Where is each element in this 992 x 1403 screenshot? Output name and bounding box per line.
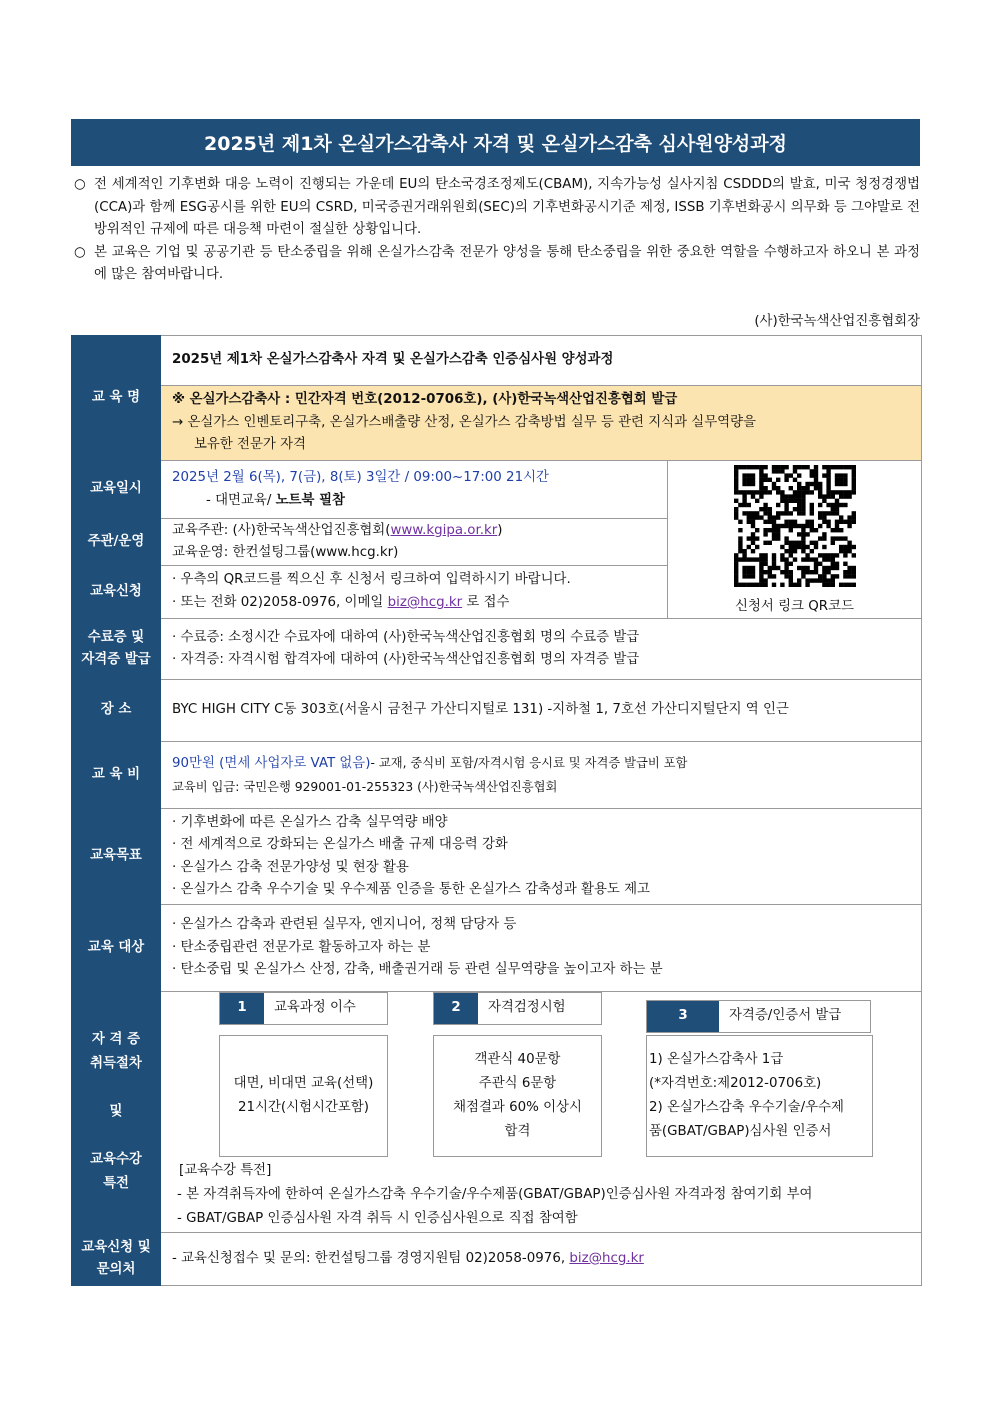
contact-email-link[interactable]: biz@hcg.kr xyxy=(569,1250,644,1266)
date-line-2: - 대면교육/ 노트북 필참 xyxy=(206,492,345,508)
signature: (사)한국녹색산업진흥협회장 xyxy=(754,314,920,329)
benefit-section xyxy=(161,1155,921,1231)
host-line-2: 교육운영: 한컨설팅그룹(www.hcg.kr) xyxy=(172,545,399,561)
note-line-1: ※ 온실가스감축사 : 민간자격 번호(2012-0706호), (사)한국녹색산업진흥협회 발급 xyxy=(172,392,678,408)
date-line-1: 2025년 2월 6(목), 7(금), 8(토) 3일간 / 09:00~17:00 21시간 xyxy=(172,470,549,486)
fee-line-2: 교육비 입금: 국민은행 929001-01-255323 (사)한국녹색산업진흥협회 xyxy=(172,779,558,794)
apply-line-1: · 우측의 QR코드를 찍으신 후 신청서 링크하여 입력하시기 바랍니다. xyxy=(172,572,571,588)
course-name-label: 교 육 명 xyxy=(72,336,161,461)
benefit-1: - 본 자격취득자에 한하여 온실가스감축 우수기술/우수제품(GBAT/GBAP)인증심사원 자격과정 참여기회 부여 xyxy=(177,1187,813,1202)
goal-item: · 전 세계적으로 강화되는 온실가스 배출 규제 대응력 강화 xyxy=(172,837,508,852)
host-line-1: 교육주관: (사)한국녹색산업진흥협회(www.kgipa.or.kr) xyxy=(172,522,503,538)
fee-value xyxy=(161,742,922,809)
process-steps xyxy=(161,992,921,1155)
intro-paragraph-1 xyxy=(74,174,920,242)
apply-line-2: · 또는 전화 02)2058-0976, 이메일 biz@hcg.kr 로 접수 xyxy=(172,594,510,610)
info-table xyxy=(71,335,922,1286)
intro-text-1: 전 세계적인 기후변화 대응 노력이 진행되는 가운데 EU의 탄소국경조정제도(CBAM), 지속가능성 실사지침 CSDDD의 발효, 미국 청정경쟁법(CCA)과 함께 ESG공시를 위한 EU의 CSRD, 미국증권거래위원회(SEC)의 기후변화공시기준 제정, ISSB 기후변화공시 의무화 등 그야말로 전 방위적인 규제에 따른 대응책 마련이 절실한 상황입니다. xyxy=(94,177,920,237)
goal-item: · 온실가스 감축 전문가양성 및 현장 활용 xyxy=(172,859,409,875)
step-1-desc: 대면, 비대면 교육(선택) 21시간(시험시간포함) xyxy=(219,1035,388,1157)
target-item: · 온실가스 감축과 관련된 실무자, 엔지니어, 정책 담당자 등 xyxy=(172,917,517,933)
contact-label: 교육신청 및 문의처 xyxy=(72,1233,161,1286)
goal-label: 교육목표 xyxy=(72,809,161,905)
page-title: 2025년 제1차 온실가스감축사 자격 및 온실가스감축 심사원양성과정 xyxy=(71,119,920,166)
step-2-header: 2 자격검정시험 xyxy=(433,992,602,1025)
step-3-header: 3 자격증/인증서 발급 xyxy=(646,1000,871,1033)
process-value xyxy=(161,992,922,1233)
cert-line-1: · 수료증: 소정시간 수료자에 대하여 (사)한국녹색산업진흥협회 명의 수료증 발급 xyxy=(172,629,640,645)
kgipa-link[interactable]: www.kgipa.or.kr xyxy=(390,522,498,538)
note-line-3: 보유한 전문가 자격 xyxy=(194,437,306,453)
target-item: · 탄소중립 및 온실가스 산정, 감축, 배출권거래 등 관련 실무역량을 높이고자 하는 분 xyxy=(172,962,663,978)
target-label: 교육 대상 xyxy=(72,905,161,992)
step-3-desc: 1) 온실가스감축사 1급 (*자격번호:제2012-0706호) 2) 온실가스감축 우수기술/우수제 품(GBAT/GBAP)심사원 인증서 xyxy=(646,1035,873,1157)
target-value xyxy=(161,905,922,992)
bullet-icon: ○ xyxy=(74,177,86,192)
goal-item: · 온실가스 감축 우수기술 및 우수제품 인증을 통한 온실가스 감축성과 활용도 제고 xyxy=(172,882,650,897)
cert-value xyxy=(161,619,922,680)
date-label: 교육일시 xyxy=(72,461,161,519)
target-item: · 탄소중립관련 전문가로 활동하고자 하는 분 xyxy=(172,939,431,955)
goal-item: · 기후변화에 따른 온실가스 감축 실무역량 배양 xyxy=(172,814,448,830)
cert-label: 수료증 및 자격증 발급 xyxy=(72,619,161,680)
course-name-value: 2025년 제1차 온실가스감축사 자격 및 온실가스감축 인증심사원 양성과정 xyxy=(161,336,922,386)
cert-line-2: · 자격증: 자격시험 합격자에 대하여 (사)한국녹색산업진흥협회 명의 자격증 발급 xyxy=(172,652,640,667)
fee-label: 교 육 비 xyxy=(72,742,161,809)
intro-paragraph-2 xyxy=(74,242,920,287)
step-2-desc: 객관식 40문항 주관식 6문항 채점결과 60% 이상시 합격 xyxy=(433,1035,602,1157)
intro xyxy=(74,174,920,287)
intro-text-2: 본 교육은 기업 및 공공기관 등 탄소중립을 위해 온실가스감축 전문가 양성을 통해 탄소중립을 위한 중요한 역할을 수행하고자 하오니 본 과정에 많은 참여바랍니다. xyxy=(94,244,920,282)
qr-code-icon[interactable] xyxy=(730,465,860,587)
qr-cell xyxy=(668,461,922,619)
host-value xyxy=(161,519,668,566)
process-label: 자 격 증 취득절차 및 교육수강 특전 xyxy=(72,992,161,1233)
place-label: 장 소 xyxy=(72,680,161,742)
host-label: 주관/운영 xyxy=(72,519,161,566)
fee-line-1: 90만원 (면세 사업자로 VAT 없음)- 교재, 중식비 포함/자격시험 응시료 및 자격증 발급비 포함 xyxy=(172,756,688,771)
step-1-header: 1 교육과정 이수 xyxy=(219,992,388,1025)
email-link[interactable]: biz@hcg.kr xyxy=(387,594,463,610)
benefit-title: [교육수강 특전] xyxy=(179,1163,272,1178)
benefit-2: - GBAT/GBAP 인증심사원 자격 취득 시 인증심사원으로 직접 참여함 xyxy=(177,1211,578,1226)
note-line-2: → 온실가스 인벤토리구축, 온실가스배출량 산정, 온실가스 감축방법 실무 등 관련 지식과 실무역량을 xyxy=(172,414,756,430)
place-value: BYC HIGH CITY C동 303호(서울시 금천구 가산디지털로 131) -지하철 1, 7호선 가산디지털단지 역 인근 xyxy=(161,680,922,742)
bullet-icon: ○ xyxy=(74,244,86,260)
apply-value xyxy=(161,565,668,618)
qualification-note xyxy=(161,386,922,461)
qr-caption: 신청서 링크 QR코드 xyxy=(735,598,854,614)
goal-value xyxy=(161,809,922,905)
contact-value: - 교육신청접수 및 문의: 한컨설팅그룹 경영지원팀 02)2058-0976, biz@hcg.kr xyxy=(161,1233,922,1286)
apply-label: 교육신청 xyxy=(72,565,161,618)
date-value xyxy=(161,461,668,519)
